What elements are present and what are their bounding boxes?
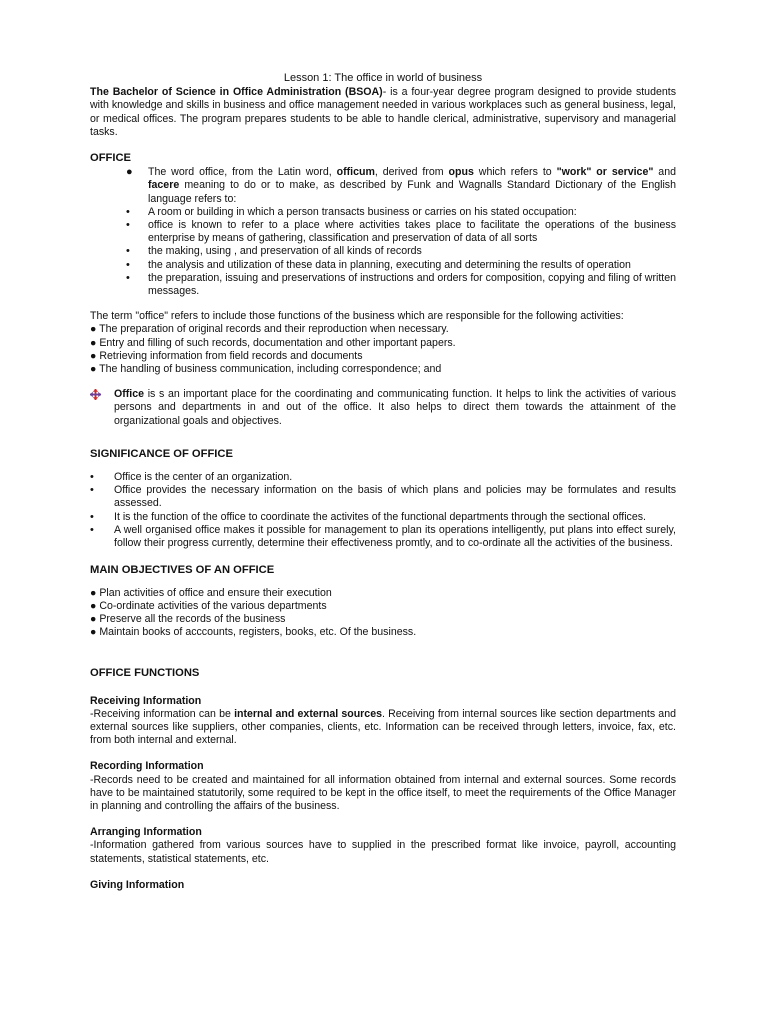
office-definition-list xyxy=(90,166,676,298)
list-item: • A well organised office makes it possible for management to plan its operations intelligently, put plans into effect surely, follow their progress currently, determine their effectiveness promtly, and to co-ordinate all the activities of the business. xyxy=(90,523,676,550)
list-item: ● Co-ordinate activities of the various departments xyxy=(90,599,327,612)
bullet-icon: • xyxy=(90,471,94,484)
list-item: • the analysis and utilization of these data in planning, executing and determining the results of operation xyxy=(126,258,631,271)
office-coordination-paragraph: Office is s an important place for the coordinating and communicating function. It helps to link the activities of various persons and departments in and out of the office. It also helps to direct them towards the attainment of the organizational goals and objectives. xyxy=(90,388,676,428)
bullet-icon: • xyxy=(90,510,94,523)
receiving-title: Receiving Information xyxy=(90,694,202,707)
document-page xyxy=(90,72,676,892)
list-item: ● Retrieving information from field records and documents xyxy=(90,349,363,362)
list-item: ● Preserve all the records of the business xyxy=(90,612,286,625)
recording-paragraph: -Records need to be created and maintained for all information obtained from internal and external sources. Some records have to be maintained statutorily, some required to be kept in the office itself, to meet the requirements of the Office Manager in planning and controlling the affairs of the business. xyxy=(90,773,676,812)
list-item: ● The handling of business communication, including correspondence; and xyxy=(90,363,442,376)
list-item: ● The preparation of original records and their reproduction when necessary. xyxy=(90,323,449,336)
list-item: • Office is the center of an organization. xyxy=(90,471,293,484)
objectives-list xyxy=(90,587,676,640)
giving-title: Giving Information xyxy=(90,878,185,891)
office-activities-list xyxy=(90,323,676,376)
arranging-title: Arranging Information xyxy=(90,826,202,839)
bullet-icon: • xyxy=(126,219,130,232)
significance-heading: SIGNIFICANCE OF OFFICE xyxy=(90,447,233,460)
list-item: • the preparation, issuing and preservations of instructions and orders for composition, copying and filing of written messages. xyxy=(126,271,676,298)
lesson-title: Lesson 1: The office in world of business xyxy=(283,72,483,84)
term-office-intro: The term "office" refers to include those functions of the business which are responsible for the following activities: xyxy=(90,310,624,323)
bsoa-lead: The Bachelor of Science in Office Administration (BSOA) xyxy=(90,86,383,99)
list-item: • It is the function of the office to coordinate the activites of the functional departments through the sectional offices. xyxy=(90,510,646,523)
list-item: • the making, using , and preservation of all kinds of records xyxy=(126,245,422,258)
objectives-heading: MAIN OBJECTIVES OF AN OFFICE xyxy=(90,564,275,577)
office-bold-word: Office xyxy=(114,388,145,401)
list-item: ● Plan activities of office and ensure their execution xyxy=(90,586,332,599)
bsoa-text: - is a four-year degree program designed to provide students with knowledge and skills in business and office management needed in various workplaces such as general business, legal, or medical offices. The program prepares students to be able to handle clerical, administrative, supervisory and managerial tasks. xyxy=(90,86,676,138)
bullet-icon: • xyxy=(90,484,94,497)
bullet-icon: • xyxy=(126,205,130,218)
bullet-icon: ● xyxy=(126,166,133,179)
list-item: • A room or building in which a person transacts business or carries on his stated occupation: xyxy=(126,205,577,218)
arranging-paragraph: -Information gathered from various sources have to supplied in the prescribed format like invoice, payroll, accounting statements, statistical statements, etc. xyxy=(90,839,676,865)
list-item: ● The word office, from the Latin word, officum, derived from opus which refers to "work" or service" and facere meaning to do or to make, as described by Funk and Wagnalls Standard Dictionary of the English language refers to: xyxy=(126,166,676,205)
list-item: ● Entry and filling of such records, documentation and other important papers. xyxy=(90,336,456,349)
functions-heading: OFFICE FUNCTIONS xyxy=(90,667,200,680)
bullet-icon: • xyxy=(126,271,130,284)
four-way-arrow-icon xyxy=(90,389,101,400)
receiving-paragraph: -Receiving information can be internal and external sources. Receiving from internal sources like section departments and external sources like suppliers, other companies, clients, etc. Information can be received through letters, invoice, fax, etc. from both internal and external. xyxy=(90,707,676,747)
bullet-icon: • xyxy=(126,245,130,258)
recording-title: Recording Information xyxy=(90,760,204,773)
bsoa-intro-paragraph xyxy=(90,86,676,139)
office-heading: OFFICE xyxy=(90,152,132,165)
significance-list xyxy=(90,471,676,550)
bullet-icon: • xyxy=(90,523,94,536)
list-item: ● Maintain books of acccounts, registers, books, etc. Of the business. xyxy=(90,626,417,639)
list-item: • Office provides the necessary information on the basis of which plans and policies may be formulates and results assessed. xyxy=(90,484,676,510)
bullet-icon: • xyxy=(126,258,130,271)
list-item: • office is known to refer to a place where activities takes place to facilitate the operations of the business enterprise by means of gathering, classification and preservation of data of all sorts xyxy=(126,219,676,245)
